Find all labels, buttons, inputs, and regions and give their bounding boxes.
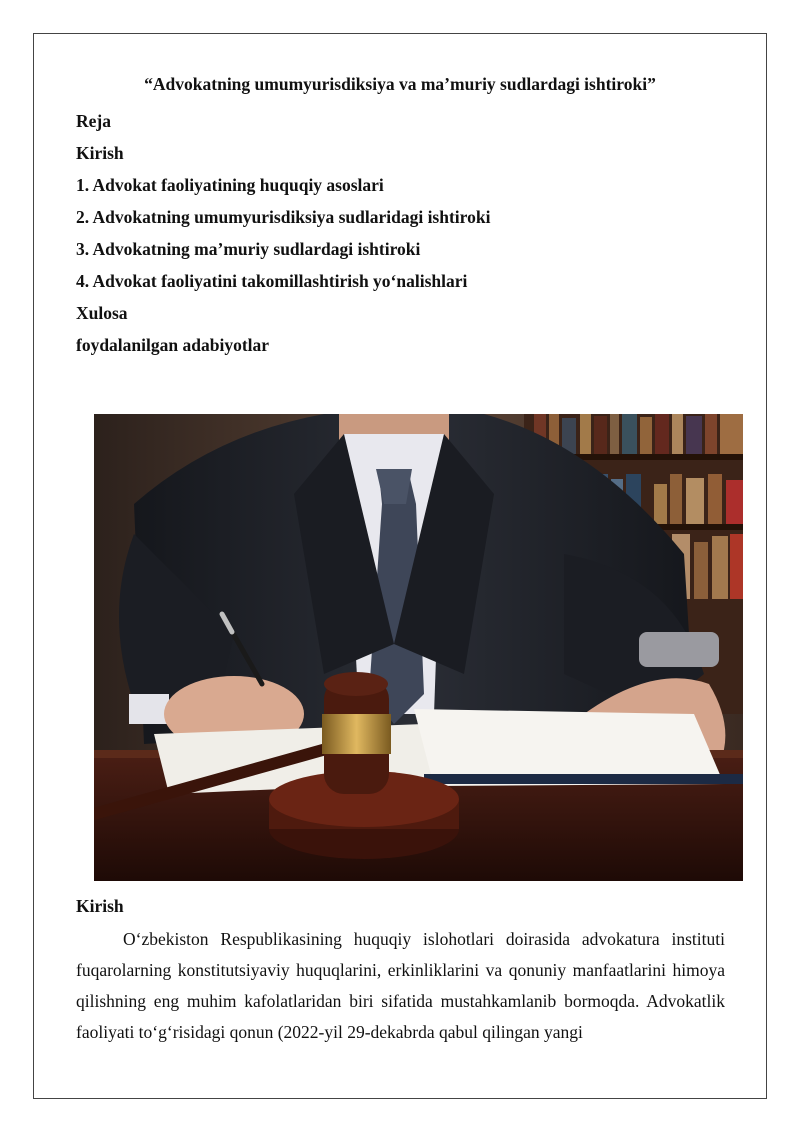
document-title: “Advokatning umumyurisdiksiya va ma’muriy sudlardagi ishtiroki” [144, 74, 656, 94]
toc-item-4: 4. Advokat faoliyatini takomillashtirish yo‘nalishlari [76, 271, 468, 291]
toc-heading-reja: Reja [76, 111, 111, 131]
lawyer-with-gavel-icon [94, 414, 743, 881]
section-heading-kirish: Kirish [76, 896, 124, 916]
toc-item-2: 2. Advokatning umumyurisdiksiya sudlaridagi ishtiroki [76, 207, 491, 227]
toc-item-3: 3. Advokatning ma’muriy sudlardagi ishtiroki [76, 239, 421, 259]
intro-paragraph: O‘zbekiston Respublikasining huquqiy islohotlari doirasida advokatura instituti fuqarolarning konstitutsiyaviy huquqlarini, erkinliklarini va qonuniy manfaatlarini himoya qilishning eng muhim kafolatlaridan biri sifatida mustahkamlanib bormoqda. Advokatlik faoliyati to‘g‘risidagi qonun (2022-yil 29-dekabrda qabul qilingan yangi [76, 929, 725, 1042]
lawyer-photo [94, 414, 743, 881]
toc-item-xulosa: Xulosa [76, 303, 128, 323]
toc-item-references: foydalanilgan adabiyotlar [76, 335, 270, 355]
toc-item-kirish: Kirish [76, 143, 124, 163]
table-of-contents [76, 105, 490, 361]
toc-item-1: 1. Advokat faoliyatining huquqiy asoslari [76, 175, 384, 195]
